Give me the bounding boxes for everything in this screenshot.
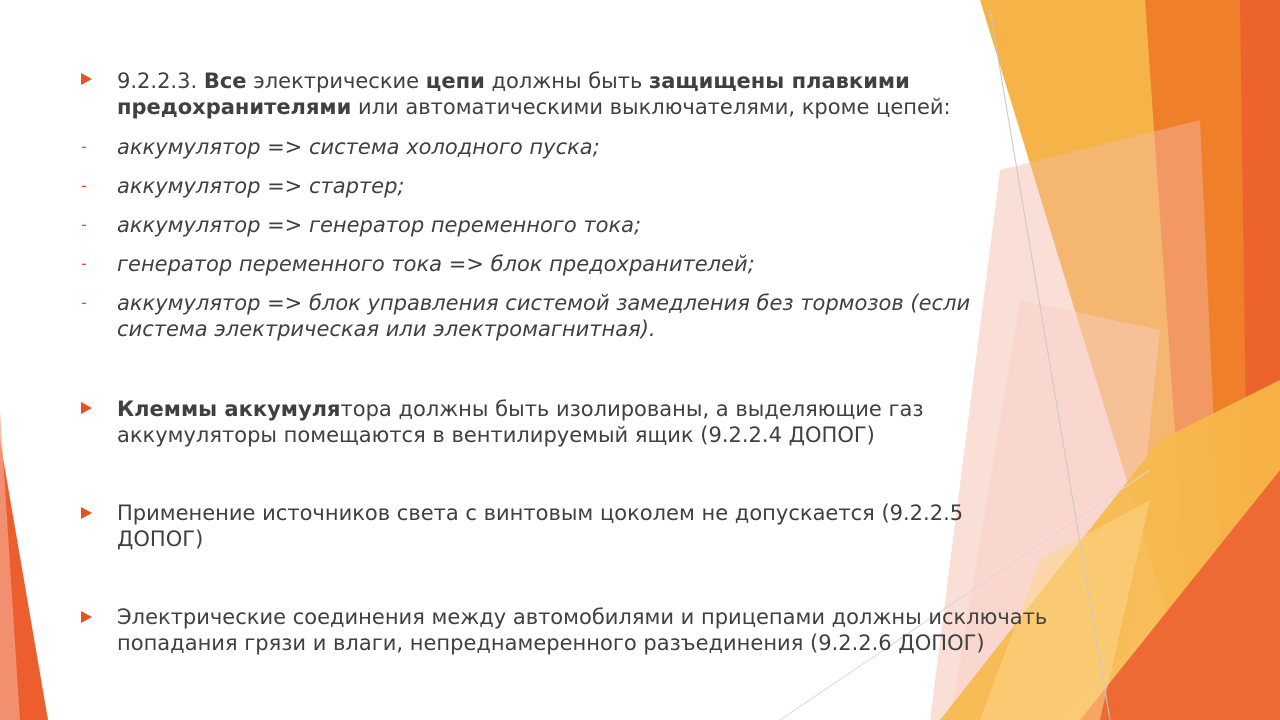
- paragraph-2-line-2: аккумуляторы помещаются в вентилируемый ящик (9.2.2.4 ДОПОГ): [117, 423, 875, 447]
- list-item: аккумулятор => стартер;: [117, 174, 405, 198]
- paragraph-1-line-1: 9.2.2.3. Все электрические цепи должны быть защищены плавкими: [117, 69, 910, 93]
- paragraph-3-line-1: Применение источников света с винтовым цоколем не допускается (9.2.2.5: [117, 501, 964, 525]
- dash-bullet: -: [81, 176, 87, 195]
- dash-bullet: -: [81, 293, 87, 312]
- list-item: генератор переменного тока => блок предохранителей;: [117, 252, 755, 276]
- list-item-line-2: система электрическая или электромагнитная).: [117, 317, 656, 341]
- dash-bullet: -: [81, 254, 87, 273]
- list-item-line-1: аккумулятор => блок управления системой замедления без тормозов (если: [117, 291, 971, 315]
- paragraph-1-line-2: предохранителями или автоматическими выключателями, кроме цепей:: [117, 95, 951, 119]
- dash-bullet: -: [81, 137, 87, 156]
- paragraph-4-line-2: попадания грязи и влаги, непреднамеренного разъединения (9.2.2.6 ДОПОГ): [117, 631, 985, 655]
- dash-bullet: -: [81, 215, 87, 234]
- list-item: аккумулятор => система холодного пуска;: [117, 135, 600, 159]
- triangle-bullet-icon: [81, 73, 92, 85]
- triangle-bullet-icon: [81, 611, 92, 623]
- paragraph-3-line-2: ДОПОГ): [117, 527, 204, 551]
- triangle-bullet-icon: [81, 402, 92, 414]
- list-item: аккумулятор => генератор переменного тока;: [117, 213, 642, 237]
- triangle-bullet-icon: [81, 507, 92, 519]
- paragraph-4-line-1: Электрические соединения между автомобилями и прицепами должны исключать: [117, 605, 1048, 629]
- paragraph-2-line-1: Клеммы аккумулятора должны быть изолированы, а выделяющие газ: [117, 397, 924, 421]
